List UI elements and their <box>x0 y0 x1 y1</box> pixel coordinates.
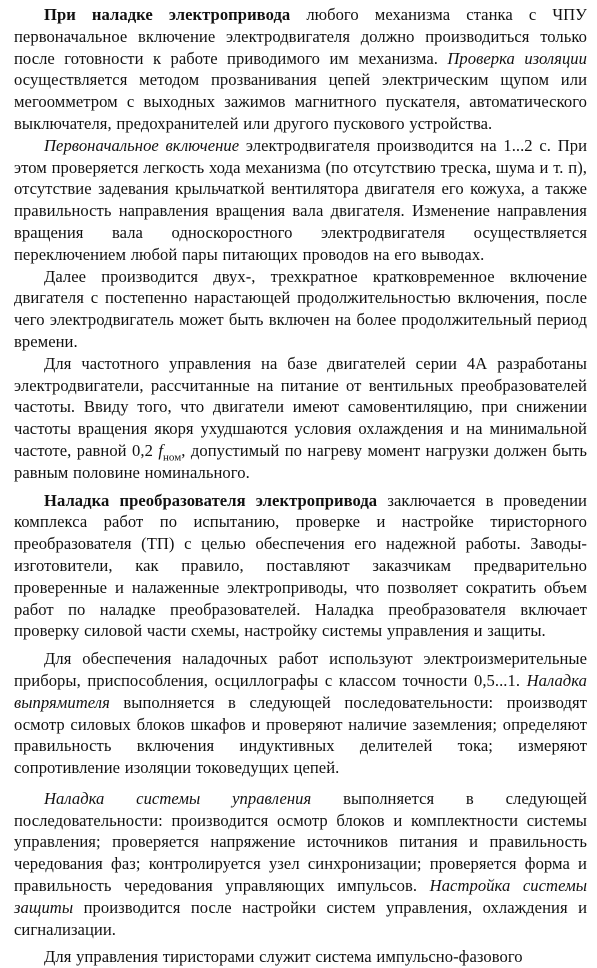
italic-term: Наладка выпрямителя <box>14 670 587 712</box>
text-span: Для управления тиристорами служит система импульсно-фазового <box>44 947 523 967</box>
italic-term: Первоначальное включение <box>44 135 240 155</box>
text-span: производится после настройки систем управления, охлаждения и сигнализации. <box>14 897 587 939</box>
bold-heading: При наладке электропривода <box>44 5 291 24</box>
paragraph-rectifier-setup <box>14 648 587 779</box>
paragraph-control-system-setup <box>14 788 587 941</box>
text-span: , допустимый по нагреву момент нагрузки должен быть равным половине номинального. <box>14 440 587 482</box>
text-span: Для обеспечения наладочных работ используют электроизмерительные приборы, приспособления, осциллографы с классом точности 0,5...1. <box>14 649 587 690</box>
text-span: любого механизма станка с ЧПУ первоначальное включение электродвигателя должно производиться только после готовности к работе приводимого им механизма. <box>14 5 587 68</box>
text-span: выполняется в следующей последовательности: производят осмотр силовых блоков шкафов и проверяют наличие заземления; определяют правильность включения индуктивных делителей тока; измеряют сопротивление изоляции токоведущих цепей. <box>14 692 587 778</box>
paragraph-repeated-start <box>14 266 587 353</box>
subscript-nominal: ном <box>163 451 182 464</box>
paragraph-thyristor-control-truncated <box>14 946 587 968</box>
paragraph-first-start <box>14 135 587 266</box>
italic-term: Проверка изоляции <box>447 48 587 68</box>
text-span: Далее производится двух-, трехкратное кратковременное включение двигателя с постепенно нарастающей продолжительностью включения, после чего электродвигатель может быть включен на более продолжительный период времени. <box>14 266 587 351</box>
text-span: электродвигателя производится на 1...2 с. При этом проверяется легкость хода механизма (по отсутствию треска, шума и т. п), отсутствие задевания крыльчаткой вентилятора двигателя его кожуха, а также правильность направления вращения вала двигателя. Изменение направления вращения вала односкоростного электродвигателя осуществляется переключением любой пары питающих проводов на его выводах. <box>14 135 588 264</box>
text-span: заключается в проведении комплекса работ по испытанию, проверке и настройке тиристорного преобразователя (ТП) с целью обеспечения его надежной работы. Заводы-изготовители, как правило, поставляют заказчикам предварительно проверенные и налаженные электроприводы, что позволяет сократить объем работ по наладке преобразователей. Наладка преобразователя включает проверку силовой части схемы, настройку системы управления и защиты. <box>14 490 587 641</box>
paragraph-electrodrive-setup <box>14 4 587 135</box>
frequency-symbol: f <box>158 440 163 460</box>
paragraph-converter-setup <box>14 490 587 643</box>
paragraph-frequency-control <box>14 353 587 484</box>
bold-heading: Наладка преобразователя электропривода <box>44 490 378 510</box>
text-span: осуществляется методом прозванивания цепей электрическим щупом или мегоомметром с выходных зажимов магнитного пускателя, автоматического выключателя, предохранителей или другого пускового устройства. <box>14 70 587 133</box>
text-span: Для частотного управления на базе двигателей серии 4А разработаны электродвигатели, рассчитанные на питание от вентильных преобразователей частоты. Ввиду того, что двигатели имеют самовентиляцию, при снижении частоты вращения якоря ухудшаются условия охлаждения и на минимальной частоте, равной 0,2 <box>14 353 587 460</box>
text-span: выполняется в следующей последовательности: производится осмотр блоков и комплектности системы управления; проверяется напряжение источников питания и правильность чередования фаз; контролируется узел синхронизации; проверяется форма и правильность чередования управляющих импульсов. <box>14 788 587 896</box>
italic-term: Наладка системы управления <box>44 788 312 808</box>
italic-term: Настройка системы защиты <box>14 876 587 917</box>
